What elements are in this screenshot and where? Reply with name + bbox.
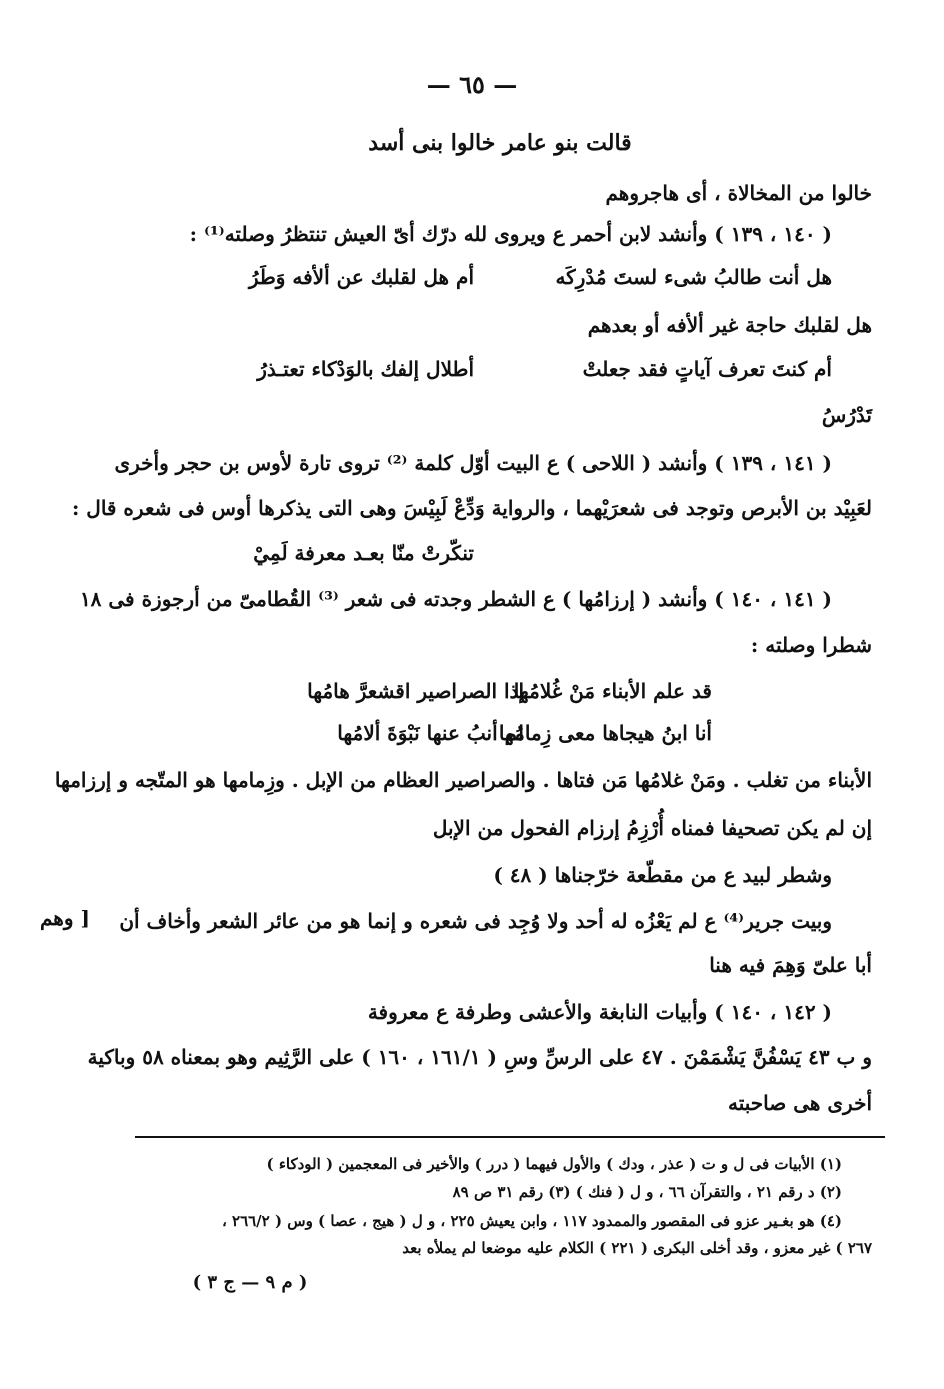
verse-hemistich: لم أنبُ عنها نَبْوَةَ ألامُها [337, 721, 524, 745]
verse-hemistich: أنا ابنُ هيجاها معى زِمامُها [498, 721, 712, 745]
verse-line: تنكّرتْ منّا بعـد معرفة لَمِيْ [253, 541, 474, 565]
text-line: أخرى هى صاحبته [728, 1091, 872, 1115]
verse-hemistich: قد علم الأبناء مَنْ غُلامُها [513, 679, 712, 703]
verse-hemistich: إذا الصراصير اقشعرَّ هامُها [307, 679, 524, 703]
signature-mark: ( م ٩ — ج ٣ ) [192, 1272, 308, 1293]
text-line: ( ١٤٠ ، ١٣٩ ) وأنشد لابن أحمر ع ويروى لله درّك أىّ العيش تنتظرُ وصلته⁽¹⁾ : [189, 222, 832, 246]
footnote: (٢) د رقم ٢١ ، والتقرآن ٦٦ ، و ل ( فنك ) (٣) رقم ٣١ ص ٨٩ [452, 1183, 842, 1201]
section-title: قالت بنو عامر خالوا بنى أسد [368, 130, 632, 156]
footnote-divider [135, 1136, 885, 1138]
footnote: (١) الأبيات فى ل و ت ( عذر ، ودك ) والأول فيهما ( درر ) والأخير فى المعجمين ( الودكاء ) [266, 1155, 842, 1173]
text-line: وشطر لبيد ع من مقطّعة خرّجناها ( ٤٨ ) [493, 863, 832, 887]
text-line: خالوا من المخالاة ، أى هاجروهم [605, 181, 872, 205]
page-number: — ٦٥ — [426, 70, 518, 99]
text-line: تَدْرُسُ [821, 403, 872, 427]
text-line: ( ١٤٢ ، ١٤٠ ) وأبيات النابغة والأعشى وطرفة ع معروفة [367, 1000, 832, 1024]
verse-hemistich: أم هل لقلبك عن ألأفه وَطَرُ [248, 265, 474, 289]
text-line: هل لقلبك حاجة غير ألأفه أو بعدهم [587, 313, 872, 337]
verse-hemistich: هل أنت طالبُ شىء لستَ مُدْرِكَه [555, 265, 832, 289]
margin-note: [ وهم [40, 906, 90, 930]
text-line: الأبناء من تغلب . ومَنْ غلامُها مَن فتاها . والصراصير العظام من الإبل . وزِمامها هو المتّجه و إرزامها [54, 768, 872, 792]
text-line: شطرا وصلته : [750, 633, 872, 657]
verse-hemistich: أطلال إلفك بالوَدْكاء تعتـذرُ [257, 357, 474, 381]
text-line: ( ١٤١ ، ١٤٠ ) وأنشد ( إرزامُها ) ع الشطر وجدته فى شعر ⁽³⁾ القُطامىّ من أرجوزة فى ١٨ [79, 587, 832, 611]
text-line: و ب ٤٣ يَسْفُنَّ يَشْمَمْنَ . ٤٧ على الرسِّ وسِ ( ١٦١/١ ، ١٦٠ ) على الرَّثِيم وهو بمعناه ٥٨ وباكية [87, 1045, 872, 1069]
verse-hemistich: أم كنتَ تعرف آياتٍ فقد جعلتْ [582, 357, 832, 381]
footnote: (٤) هو بغـير عزو فى المقصور والممدود ١١٧ ، وابن يعيش ٢٢٥ ، و ل ( هيج ، عصا ) وس ( ٢٦٦/٢ ، [221, 1212, 842, 1230]
text-line: ( ١٤١ ، ١٣٩ ) وأنشد ( اللاحى ) ع البيت أوّل كلمة ⁽²⁾ تروى تارة لأوس بن حجر وأخرى [114, 451, 832, 475]
footnote: ٢٦٧ ) غير معزو ، وقد أخلى البكرى ( ٢٢١ ) الكلام عليه موضعا لم يملأه بعد [402, 1239, 872, 1257]
text-line: إن لم يكن تصحيفا فمناه أُرْزِمُ إرزام الفحول من الإبل [432, 816, 872, 840]
text-line: أبا علىّ وَهِمَ فيه هنا [709, 953, 872, 977]
text-line: لعَبِيْد بن الأبرص وتوجد فى شعرَيْهما ، والرواية وَدِّعْ لَبِيْسَ وهى التى يذكرها أوس فى شعره قال : [71, 496, 872, 520]
text-line: وبيت جرير⁽⁴⁾ ع لم يَعْزُه له أحد ولا وُجِد فى شعره و إنما هو من عائر الشعر وأخاف أن [119, 909, 832, 933]
